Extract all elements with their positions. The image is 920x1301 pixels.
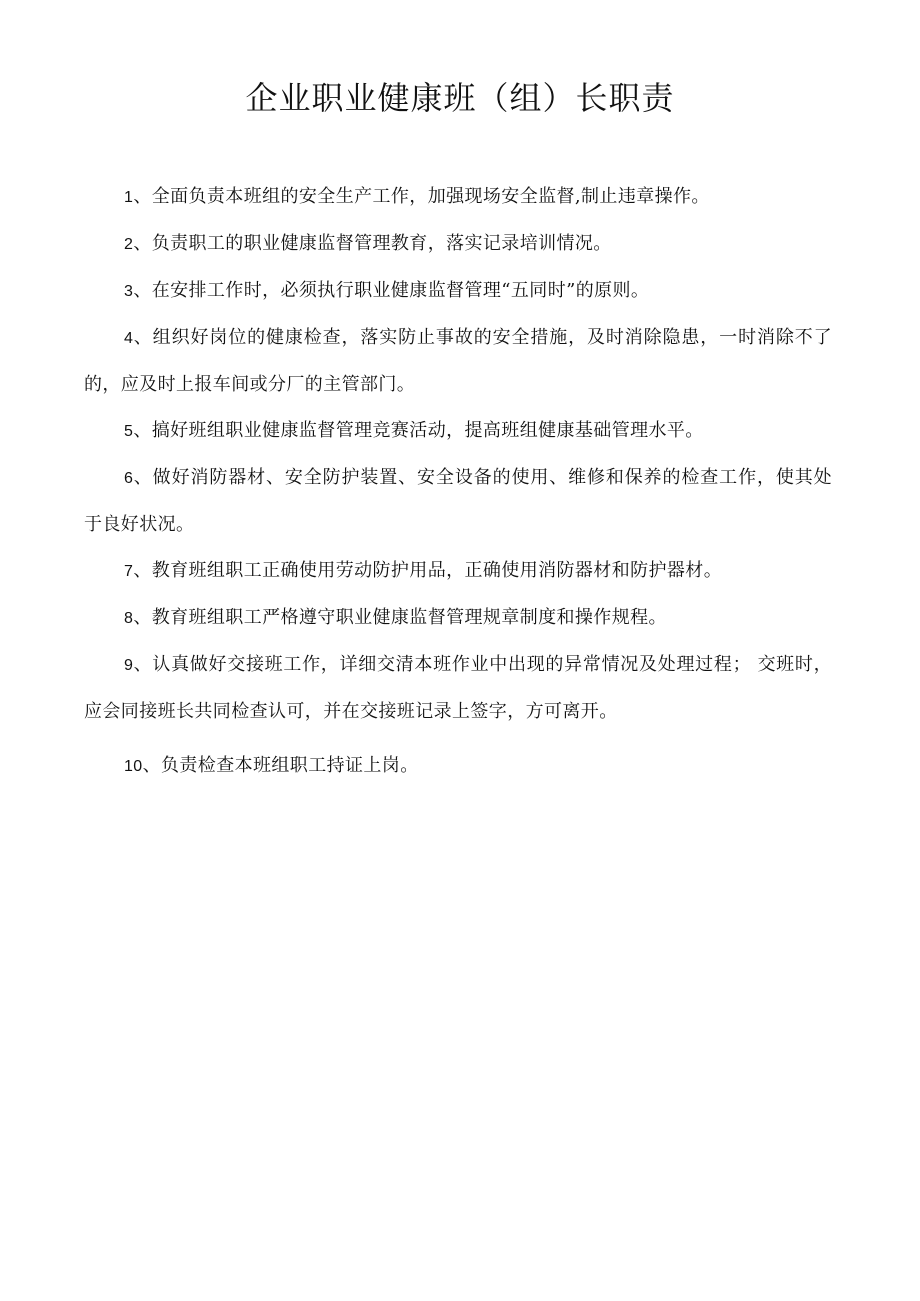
item-text: 、负责职工的职业健康监督管理教育，落实记录培训情况。: [133, 233, 612, 254]
item-number: 1: [124, 189, 134, 206]
item-text: 、负责检查本班组职工持证上岗。: [142, 755, 419, 776]
document-title: 企业职业健康班（组）长职责: [245, 79, 675, 117]
duty-list: [84, 174, 832, 790]
duty-item: [84, 642, 832, 735]
duty-item: [84, 548, 832, 595]
duty-item: [84, 221, 832, 268]
item-number: 2: [124, 236, 134, 253]
item-number: 9: [124, 657, 134, 674]
item-number: 7: [124, 563, 134, 580]
item-number: 5: [124, 423, 134, 440]
duty-item: [84, 595, 832, 642]
item-text: 、组织好岗位的健康检查，落实防止事故的安全措施，及时消除隐患，一时消除不了的，应及时上报车间或分厂的主管部门。: [84, 327, 832, 395]
item-number: 4: [124, 330, 134, 347]
duty-item: [84, 315, 832, 408]
duty-item: [84, 408, 832, 455]
duty-item: [84, 743, 832, 790]
duty-item: [84, 174, 832, 221]
item-text: 、全面负责本班组的安全生产工作，加强现场安全监督,制止违章操作。: [133, 186, 710, 207]
item-number: 10: [124, 758, 143, 775]
duty-item: [84, 455, 832, 548]
item-number: 8: [124, 610, 134, 627]
item-number: 6: [124, 470, 134, 487]
item-text: 、做好消防器材、安全防护装置、安全设备的使用、维修和保养的检查工作，使其处于良好状况。: [84, 467, 832, 535]
item-text: 、教育班组职工正确使用劳动防护用品，正确使用消防器材和防护器材。: [133, 560, 723, 581]
item-number: 3: [124, 283, 134, 300]
item-text: 、教育班组职工严格遵守职业健康监督管理规章制度和操作规程。: [133, 607, 667, 628]
item-text: 、在安排工作时，必须执行职业健康监督管理“五同时”的原则。: [133, 280, 650, 301]
item-text: 、认真做好交接班工作，详细交清本班作业中出现的异常情况及处理过程； 交班时，应会同接班长共同检查认可，并在交接班记录上签字，方可离开。: [84, 654, 832, 722]
duty-item: [84, 268, 832, 315]
item-text: 、搞好班组职业健康监督管理竞赛活动，提高班组健康基础管理水平。: [133, 420, 704, 441]
